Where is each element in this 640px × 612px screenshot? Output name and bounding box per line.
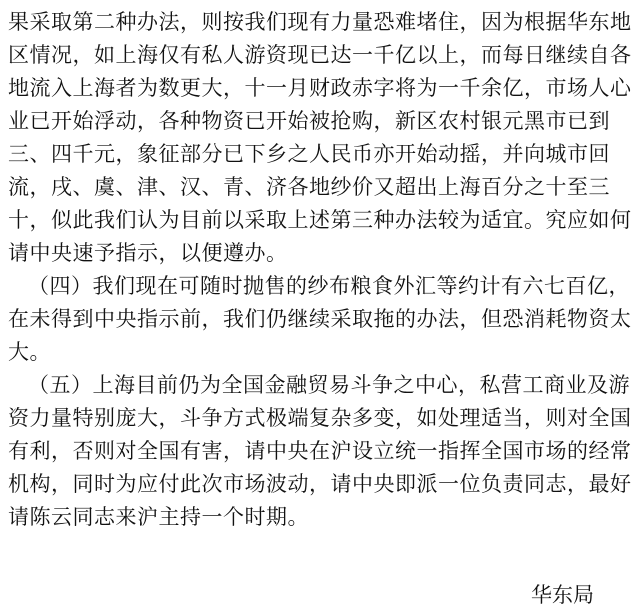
document-body [8, 6, 632, 534]
text-line: 请陈云同志来沪主持一个时期。 [8, 505, 309, 529]
text-line: 资力量特别庞大，斗争方式极端复杂多变，如处理适当，则对全国 [8, 406, 632, 430]
text-line: 机构，同时为应付此次市场波动，请中央即派一位负责同志，最好 [8, 472, 632, 496]
text-line: 请中央速予指示，以便遵办。 [8, 241, 288, 265]
text-line: 区情况，如上海仅有私人游资现已达一千亿以上，而每日继续自各 [8, 43, 632, 67]
text-line: 十，似此我们认为目前以采取上述第三种办法较为适宜。究应如何 [8, 208, 632, 232]
text-line: 地流入上海者为数更大，十一月财政赤字将为一千余亿，市场人心 [8, 76, 632, 100]
text-line: 大。 [8, 340, 51, 364]
paragraph-four-line: （四）我们现在可随时抛售的纱布粮食外汇等约计有六七百亿， [28, 274, 630, 298]
text-line: 有利，否则对全国有害，请中央在沪设立统一指挥全国市场的经常 [8, 439, 632, 463]
text-line: 在未得到中央指示前，我们仍继续采取拖的办法，但恐消耗物资太 [8, 307, 632, 331]
signature: 华东局 [531, 583, 594, 607]
text-line: 流，戌、虞、津、汉、青、济各地纱价又超出上海百分之十至三 [8, 175, 610, 199]
text-line: 业已开始浮动，各种物资已开始被抢购，新区农村银元黑市已到 [8, 109, 610, 133]
text-line: 三、四千元，象征部分已下乡之人民币亦开始动摇，并向城市回 [8, 142, 610, 166]
paragraph-five-line: （五）上海目前仍为全国金融贸易斗争之中心，私营工商业及游 [28, 373, 630, 397]
text-line: 果采取第二种办法，则按我们现有力量恐难堵住，因为根据华东地 [8, 10, 632, 34]
